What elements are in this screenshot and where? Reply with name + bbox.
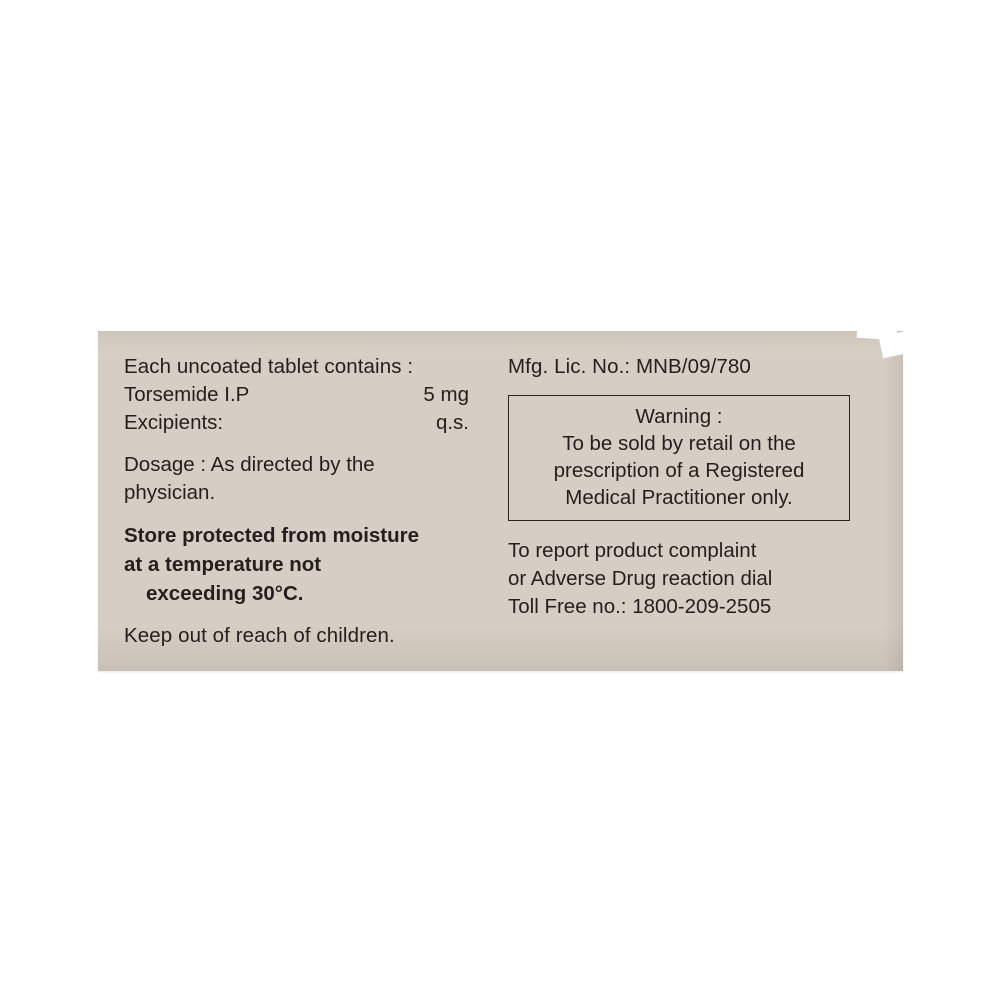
storage-line-2: at a temperature not xyxy=(124,553,322,576)
ingredient-row xyxy=(124,409,469,437)
right-text-panel xyxy=(508,353,878,621)
warning-body xyxy=(519,430,839,511)
ingredient-amount: 5 mg xyxy=(423,383,469,406)
keep-out-of-reach-text: Keep out of reach of children. xyxy=(124,624,395,647)
ingredient-name: Torsemide I.P xyxy=(124,383,250,406)
ingredient-amount: q.s. xyxy=(435,411,469,434)
complaint-line-1: To report product complaint xyxy=(508,539,757,562)
complaint-contact-block xyxy=(508,537,878,621)
warning-box xyxy=(508,395,850,521)
complaint-line-2: or Adverse Drug reaction dial xyxy=(508,567,773,590)
storage-line-1: Store protected from moisture xyxy=(124,524,420,547)
composition-heading: Each uncoated tablet contains : xyxy=(124,355,414,378)
ingredient-row xyxy=(124,381,469,409)
toll-free-number-line: Toll Free no.: 1800-209-2505 xyxy=(508,595,772,618)
warning-line-3: Medical Practitioner only. xyxy=(565,486,793,509)
storage-line-3: exceeding 30°C. xyxy=(146,582,304,605)
dosage-text: Dosage : As directed by the physician. xyxy=(124,453,375,504)
left-text-panel xyxy=(124,353,484,650)
storage-instructions xyxy=(124,521,484,608)
carton-text-area xyxy=(98,331,903,671)
medicine-carton xyxy=(98,331,903,671)
warning-title: Warning : xyxy=(635,405,723,428)
warning-line-2: prescription of a Registered xyxy=(553,459,805,482)
warning-line-1: To be sold by retail on the xyxy=(562,432,796,455)
ingredient-name: Excipients: xyxy=(124,411,224,434)
manufacturing-licence-number: Mfg. Lic. No.: MNB/09/780 xyxy=(508,355,751,378)
